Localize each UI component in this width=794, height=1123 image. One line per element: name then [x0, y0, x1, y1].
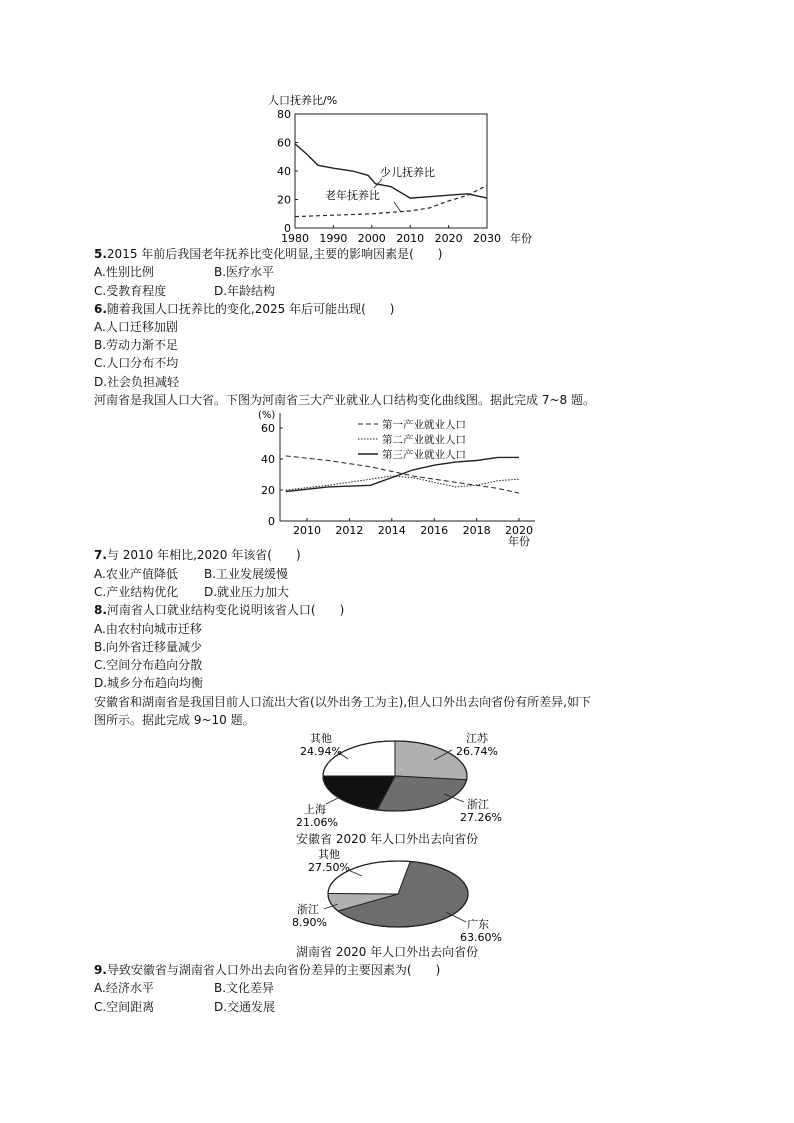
chart2-x-tick-label: 2018: [462, 524, 491, 537]
question-6-stem: [94, 301, 394, 318]
question-7-options-row2: [94, 584, 289, 601]
q8-option-d[interactable]: D.城乡分布趋向均衡: [94, 676, 204, 690]
legend-secondary-label: 第二产业就业人口: [382, 434, 466, 446]
q7-option-d[interactable]: D.就业压力加大: [204, 585, 290, 599]
intro-henan: 河南省是我国人口大省。下图为河南省三大产业就业人口结构变化曲线图。据此完成 7~8 题。: [94, 393, 595, 407]
q5-option-c[interactable]: C.受教育程度: [94, 284, 167, 298]
q8-option-b[interactable]: B.向外省迁移量减少: [94, 640, 203, 654]
pie2-label-guangdong: 广东: [467, 918, 489, 931]
question-5-options-row1: [94, 264, 274, 281]
q7-option-b[interactable]: B.工业发展缓慢: [204, 567, 289, 581]
henan-employment-chart: [250, 408, 550, 550]
pie1-caption: 安徽省 2020 年人口外出去向省份: [296, 832, 479, 846]
q5-option-b[interactable]: B.医疗水平: [214, 265, 275, 279]
old-ratio-line: [295, 185, 487, 216]
chart2-x-tick-label: 2012: [335, 524, 364, 537]
pie1-value-jiangsu: 26.74%: [456, 745, 498, 758]
chart1-xlabel: 年份: [510, 232, 532, 245]
chart1-y-tick-label: 20: [277, 193, 291, 207]
question-9-text: 导致安徽省与湖南省人口外出去向省份差异的主要因素为( ): [106, 963, 441, 977]
chart1-x-tick-label: 1990: [319, 232, 348, 245]
question-5-text: 2015 年前后我国老年抚养比变化明显,主要的影响因素是( ): [106, 247, 443, 261]
chart1-y-tick-label: 80: [277, 108, 291, 121]
question-7-stem: [94, 547, 301, 564]
pie1-value-zhejiang: 27.26%: [460, 811, 502, 824]
question-9-stem: [94, 962, 440, 979]
question-9-options-row2: [94, 999, 275, 1016]
chart2-x-tick-label: 2016: [420, 524, 449, 537]
intro-anhui-hunan-line1: 安徽省和湖南省是我国目前人口流出大省(以外出务工为主),但人口外出去向省份有所差异,如下: [94, 695, 591, 709]
chart2-x-tick-label: 2014: [377, 524, 406, 537]
chart2-y-tick-label: 20: [261, 484, 275, 497]
q8-option-a[interactable]: A.由农村向城市迁移: [94, 622, 202, 636]
question-9-number: 9.: [94, 963, 107, 977]
pie2-value-zhejiang: 8.90%: [292, 916, 327, 929]
dependency-ratio-chart: [260, 90, 550, 248]
q6-option-d[interactable]: D.社会负担减轻: [94, 375, 180, 389]
pie1-label-jiangsu: 江苏: [466, 732, 488, 745]
chart2-x-tick-label: 2020: [505, 524, 533, 537]
q5-option-d[interactable]: D.年龄结构: [214, 284, 276, 298]
q9-option-b[interactable]: B.文化差异: [214, 981, 275, 995]
chart2-y-tick-label: 0: [268, 515, 275, 528]
chart2-yunit: (%): [258, 410, 276, 421]
chart1-x-tick-label: 2030: [473, 232, 501, 245]
chart2-y-tick-label: 40: [261, 453, 275, 466]
child-ratio-label: 少儿抚养比: [380, 166, 435, 179]
pie2-value-guangdong: 63.60%: [460, 931, 502, 944]
chart2-y-tick-label: 60: [261, 422, 275, 435]
chart1-y-tick-label: 40: [277, 165, 291, 178]
pie1-label-shanghai: 上海: [304, 803, 326, 816]
pie1-pointer-shanghai: [326, 796, 342, 804]
question-8-number: 8.: [94, 603, 107, 617]
question-6-text: 随着我国人口抚养比的变化,2025 年后可能出现( ): [106, 302, 395, 316]
question-7-options-row1: [94, 566, 288, 583]
question-7-number: 7.: [94, 548, 107, 562]
question-5-number: 5.: [94, 247, 107, 261]
q9-option-a[interactable]: A.经济水平: [94, 981, 154, 995]
question-5-options-row2: [94, 283, 275, 300]
chart1-y-tick-label: 0: [284, 222, 291, 235]
q6-option-b[interactable]: B.劳动力渐不足: [94, 338, 179, 352]
chart1-x-tick-label: 2010: [396, 232, 425, 245]
pie2-value-other: 27.50%: [308, 861, 350, 874]
pie1-value-shanghai: 21.06%: [296, 816, 338, 829]
question-5-stem: [94, 246, 442, 263]
chart1-x-tick-label: 2020: [434, 232, 463, 245]
question-7-text: 与 2010 年相比,2020 年该省( ): [106, 548, 301, 562]
chart1-ylabel: 人口抚养比/%: [268, 94, 338, 107]
chart2-xlabel: 年份: [508, 535, 530, 548]
question-8-stem: [94, 602, 344, 619]
chart1-x-tick-label: 2000: [357, 232, 386, 245]
pie1-value-other: 24.94%: [300, 745, 342, 758]
q6-option-a[interactable]: A.人口迁移加剧: [94, 320, 178, 334]
q8-option-c[interactable]: C.空间分布趋向分散: [94, 658, 203, 672]
pie2-label-zhejiang: 浙江: [297, 903, 319, 916]
pie2-caption: 湖南省 2020 年人口外出去向省份: [296, 945, 479, 959]
q9-option-d[interactable]: D.交通发展: [214, 1000, 276, 1014]
q7-option-c[interactable]: C.产业结构优化: [94, 585, 179, 599]
hunan-pie-chart: [280, 846, 510, 946]
chart1-x-tick-label: 1980: [281, 232, 309, 245]
q7-option-a[interactable]: A.农业产值降低: [94, 567, 178, 581]
q6-option-c[interactable]: C.人口分布不均: [94, 356, 179, 370]
pie1-label-zhejiang: 浙江: [467, 798, 489, 811]
pie2-label-other: 其他: [318, 848, 340, 861]
chart1-y-tick-label: 60: [277, 136, 291, 150]
old-ratio-label: 老年抚养比: [325, 189, 380, 202]
anhui-pie-chart: [280, 728, 510, 830]
chart2-legend: [358, 418, 466, 461]
question-6-number: 6.: [94, 302, 107, 316]
question-8-text: 河南省人口就业结构变化说明该省人口( ): [106, 603, 345, 617]
old-ratio-pointer: [394, 202, 401, 212]
intro-anhui-hunan-line2: 图所示。据此完成 9~10 题。: [94, 713, 255, 727]
q9-option-c[interactable]: C.空间距离: [94, 1000, 155, 1014]
chart2-x-tick-label: 2010: [293, 524, 321, 537]
legend-tertiary-label: 第三产业就业人口: [382, 449, 466, 461]
question-9-options-row1: [94, 980, 274, 997]
pie1-label-other: 其他: [310, 732, 332, 745]
q5-option-a[interactable]: A.性别比例: [94, 265, 154, 279]
legend-primary-label: 第一产业就业人口: [382, 419, 466, 431]
